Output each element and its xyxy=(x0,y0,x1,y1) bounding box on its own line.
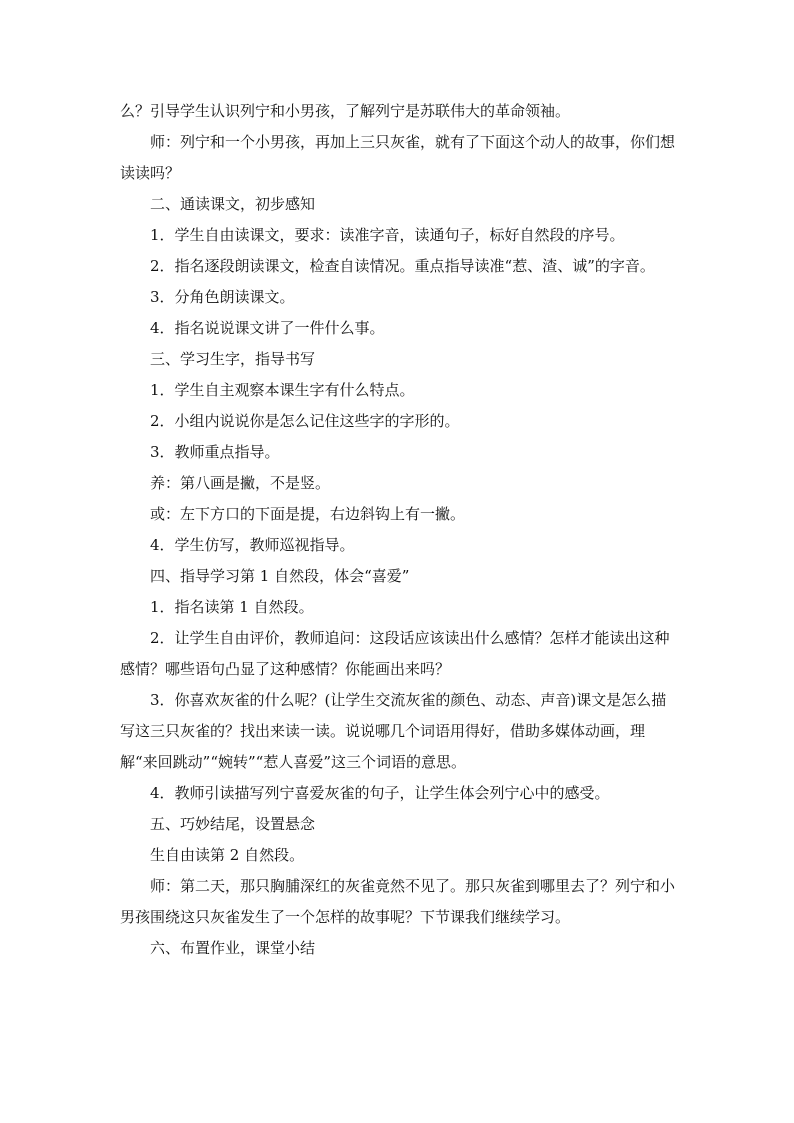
section-heading-3: 三、学习生字，指导书写 xyxy=(150,350,316,368)
paragraph-21: 生自由读第 2 自然段。 xyxy=(150,846,305,864)
paragraph-5: 2．指名逐段朗读课文，检查自读情况。重点指导读准“惹、渣、诚”的字音。 xyxy=(150,257,655,275)
paragraph-16: 1．指名读第 1 自然段。 xyxy=(150,598,314,616)
paragraph-11: 3．教师重点指导。 xyxy=(150,443,280,461)
paragraph-1: 么？引导学生认识列宁和小男孩，了解列宁是苏联伟大的革命领袖。 xyxy=(120,102,571,120)
paragraph-2: 师：列宁和一个小男孩，再加上三只灰雀，就有了下面这个动人的故事，你们想读读吗？ xyxy=(120,133,676,182)
section-heading-5: 五、巧妙结尾，设置悬念 xyxy=(150,815,316,833)
paragraph-6: 3．分角色朗读课文。 xyxy=(150,288,295,306)
document-body xyxy=(120,96,680,964)
paragraph-13: 或：左下方口的下面是提，右边斜钩上有一撇。 xyxy=(150,505,466,523)
section-heading-6: 六、布置作业，课堂小结 xyxy=(150,939,316,957)
paragraph-17: 2．让学生自由评价，教师追问：这段话应该读出什么感情？怎样才能读出这种感情？哪些语句凸显了这种感情？你能画出来吗？ xyxy=(120,629,670,678)
section-heading-4: 四、指导学习第 1 自然段，体会“喜爱” xyxy=(150,567,410,585)
paragraph-22: 师：第二天，那只胸脯深红的灰雀竟然不见了。那只灰雀到哪里去了？列宁和小男孩围绕这只灰雀发生了一个怎样的故事呢？下节课我们继续学习。 xyxy=(120,877,676,926)
paragraph-12: 养：第八画是撇，不是竖。 xyxy=(150,474,331,492)
paragraph-9: 1．学生自主观察本课生字有什么特点。 xyxy=(150,381,415,399)
paragraph-14: 4．学生仿写，教师巡视指导。 xyxy=(150,536,355,554)
paragraph-7: 4．指名说说课文讲了一件什么事。 xyxy=(150,319,385,337)
paragraph-19: 4．教师引读描写列宁喜爱灰雀的句子，让学生体会列宁心中的感受。 xyxy=(150,784,610,802)
paragraph-10: 2．小组内说说你是怎么记住这些字的字形的。 xyxy=(150,412,460,430)
section-heading-2: 二、通读课文，初步感知 xyxy=(150,195,316,213)
paragraph-18: 3．你喜欢灰雀的什么呢？(让学生交流灰雀的颜色、动态、声音)课文是怎么描写这三只灰雀的？找出来读一读。说说哪几个词语用得好，借助多媒体动画，理解“来回跳动”“婉转”“惹人喜爱”这三个词语的意思。 xyxy=(120,691,667,771)
paragraph-4: 1．学生自由读课文，要求：读准字音，读通句子，标好自然段的序号。 xyxy=(150,226,625,244)
